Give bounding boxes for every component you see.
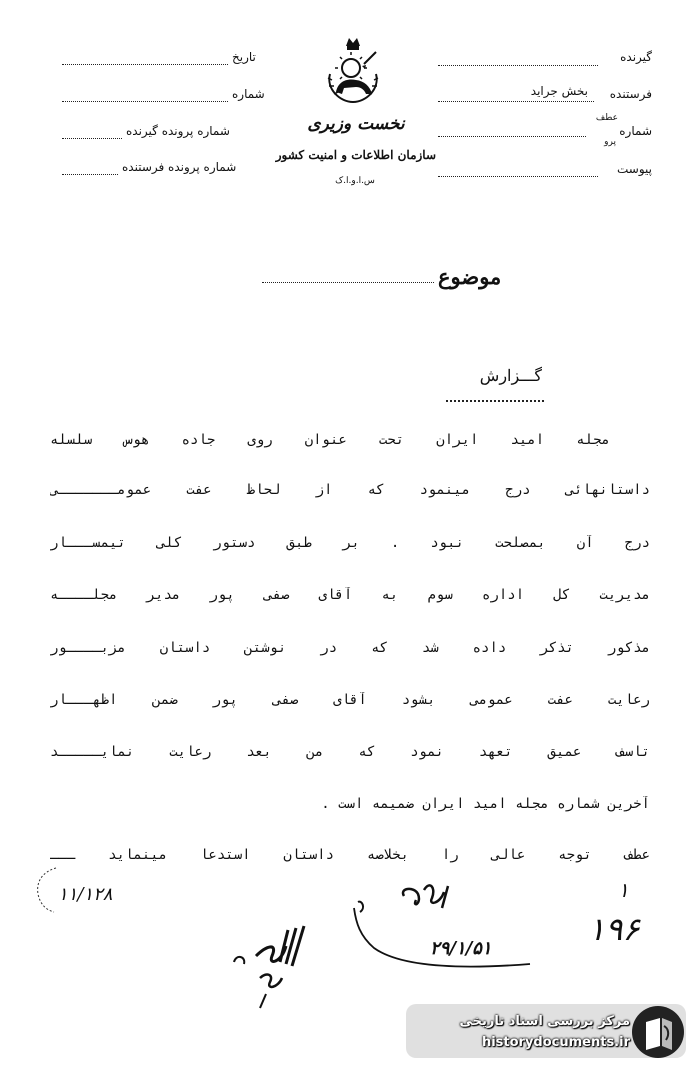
receiver-file-label: شماره پرونده گیرنده (126, 124, 230, 138)
ref-label-bottom: پرو (604, 137, 616, 147)
watermark-url[interactable]: historydocuments.ir (481, 1035, 630, 1050)
subject-label: موضوع (438, 264, 502, 289)
receiver-line (438, 65, 598, 66)
organization-name: سازمان اطلاعات و امنیت کشور (275, 148, 436, 162)
number-label: شماره (232, 87, 265, 101)
report-line: تاسف عمیق تعهد نمود که من بعد رعایت نمایـــــد (50, 744, 650, 760)
lion-and-sun-emblem-icon (318, 34, 388, 106)
sender-line (438, 101, 594, 102)
sender-value: بخش جراید (530, 84, 588, 98)
report-line: آخرین شماره مجله امید ایران ضمیمه است . (321, 796, 650, 812)
report-line: عطف توجه عالی را بخلاصه داستان استدعا مینماید ـــ (50, 847, 650, 863)
handwritten-file-number: ۱۱/۱۲۸ (58, 884, 113, 905)
handwritten-date: ۲۹/۱/۵۱ (430, 938, 492, 959)
receiver-file-line (62, 138, 122, 139)
attachment-line (438, 176, 598, 177)
number-ref-label: شماره (619, 124, 652, 138)
report-line: درج آن بمصلحت نبود . بر طبق دستور کلی تیمســـار (50, 535, 650, 551)
left-margin-bracket-icon (28, 864, 58, 914)
report-line: رعایت عفت عمومی بشود آقای صفی پور ضمن اظهـــار (50, 692, 650, 708)
handwritten-number-top: ۱ (618, 878, 629, 902)
report-line: داستانهائی درج مینمود که از لحاظ عفت عمومـــــــی (50, 482, 650, 498)
report-line: مجله امید ایران تحت عنوان روی جاده هوس سلسله (50, 432, 610, 448)
report-title: گـــزارش (479, 366, 542, 385)
sender-label: فرستنده (609, 87, 652, 101)
date-line (62, 64, 228, 65)
watermark-title: مرکز بررسی اسناد تاریخی (459, 1014, 630, 1029)
number-ref-line (438, 136, 586, 137)
number-line (62, 101, 228, 102)
report-line: مدیریت کل اداره سوم به آقای صفی پور مدیر مجلــــه (50, 587, 650, 603)
signature-right (344, 878, 534, 978)
signature-left (226, 916, 316, 1016)
sender-file-line (62, 174, 118, 175)
organization-code: س.ا.و.ا.ک (335, 176, 375, 186)
watermark-logo-icon (630, 1004, 686, 1060)
report-line: مذکور تذکر داده شد که در نوشتن داستان مزبــــور (50, 640, 650, 656)
ref-label-top: عطف (595, 113, 618, 123)
receiver-label: گیرنده (620, 50, 652, 64)
attachment-label: پیوست (617, 162, 652, 176)
date-label: تاریخ (232, 50, 256, 64)
prime-ministry-title: نخست وزیری (307, 114, 405, 134)
handwritten-archive-number: ۱۹۶ (588, 910, 640, 948)
subject-line (262, 282, 434, 283)
report-title-underline (446, 400, 544, 402)
sender-file-label: شماره پرونده فرستنده (122, 160, 237, 174)
